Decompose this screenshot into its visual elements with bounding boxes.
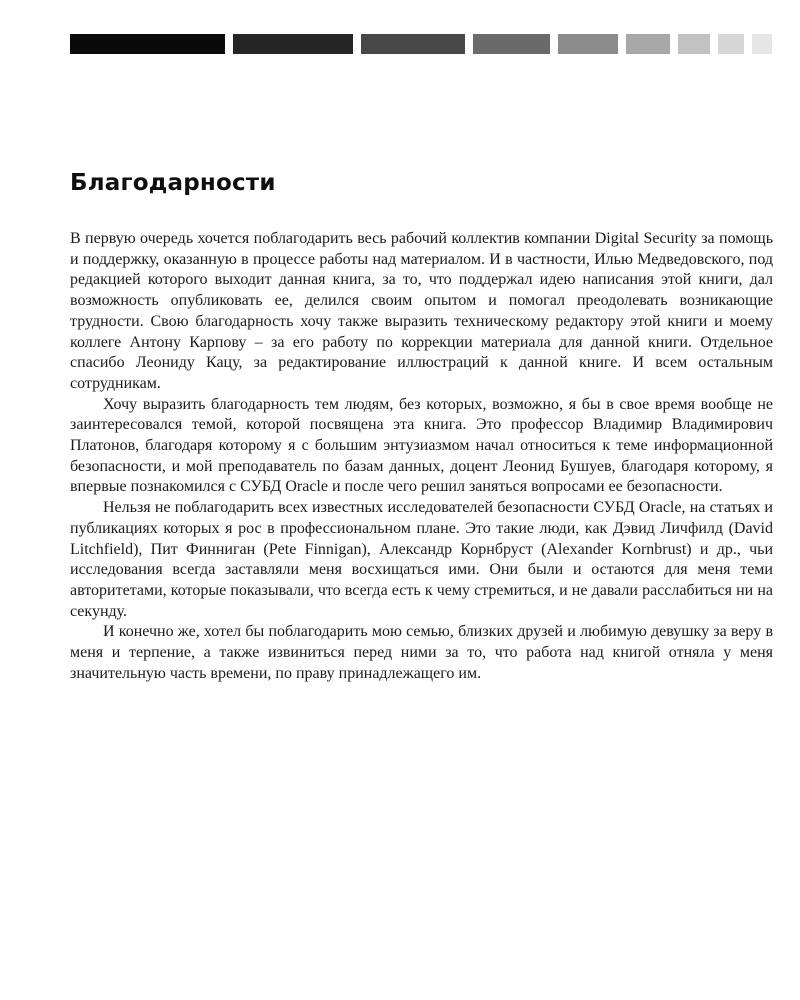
- decoration-bar: [361, 34, 465, 54]
- decoration-bar: [678, 34, 710, 54]
- body-text: [70, 229, 773, 684]
- decoration-bar: [70, 34, 225, 54]
- decoration-bar: [558, 34, 618, 54]
- paragraph: Нельзя не поблагодарить всех известных исследователей безопасности СУБД Oracle, на статьях и публикациях которых я рос в профессиональном плане. Это такие люди, как Дэвид Личфилд (David Litchfield), Пит Финниган (Pete Finnigan), Александр Корнбруст (Alexander Kornbrust) и др., чьи исследования всегда заставляли меня восхищаться ими. Они были и остаются для меня теми авторитетами, которые показывали, что всегда есть к чему стремиться, и не давали расслабиться ни на секунду.: [70, 499, 773, 620]
- paragraph: Хочу выразить благодарность тем людям, без которых, возможно, я бы в свое время вообще не заинтересовался темой, которой посвящена эта книга. Это профессор Владимир Владимирович Платонов, благодаря которому я с большим энтузиазмом начал относиться к теме информационной безопасности, и мой преподаватель по базам данных, доцент Леонид Бушуев, благодаря которому, я впервые познакомился с СУБД Oracle и после чего решил заняться вопросами ее безопасности.: [70, 395, 773, 496]
- decoration-bar: [473, 34, 550, 54]
- paragraph: И конечно же, хотел бы поблагодарить мою семью, близких друзей и любимую девушку за веру в меня и терпение, а также извиниться перед ними за то, что работа над книгой отняла у меня значительную часть времени, по праву принадлежащего им.: [70, 623, 773, 682]
- decoration-bar: [718, 34, 744, 54]
- decoration-bar: [752, 34, 772, 54]
- paragraph: В первую очередь хочется поблагодарить весь рабочий коллектив компании Digital Security за помощь и поддержку, оказанную в процессе работы над материалом. И в частности, Илью Медведовского, под редакцией которого выходит данная книга, за то, что поддержал идею написания этой книги, дал возможность опубликовать ее, делился своим опытом и помогал преодолевать возникающие трудности. Свою благодарность хочу также выразить техническому редактору этой книги и моему коллеге Антону Карпову – за его работу по коррекции материала для данной книги. Отдельное спасибо Леониду Кацу, за редактирование иллюстраций к данной книге. И всем остальным сотрудникам.: [70, 230, 773, 392]
- decoration-bar: [233, 34, 353, 54]
- header-decoration-bars: [70, 34, 775, 54]
- decoration-bar: [626, 34, 670, 54]
- page-title: Благодарности: [70, 170, 276, 196]
